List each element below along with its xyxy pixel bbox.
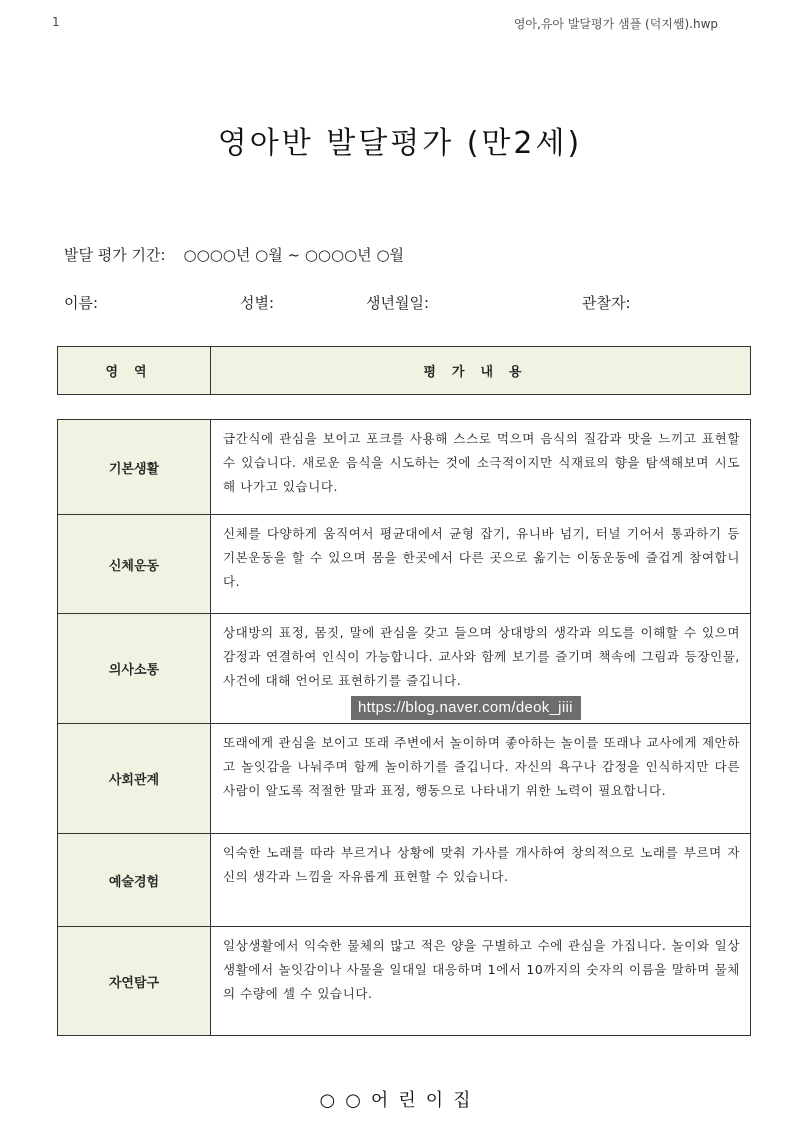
document-title: 영아반 발달평가 (만2세) <box>217 126 583 161</box>
content-cell: 신체를 다양하게 움직여서 평균대에서 균형 잡기, 유니바 넘기, 터널 기어서 통과하기 등 기본운동을 할 수 있으며 몸을 한곳에서 다른 곳으로 옮기는 이동운동에 즐겁게 참여합니다. <box>223 526 740 589</box>
area-cell: 사회관계 <box>58 724 211 833</box>
table-row <box>58 515 750 614</box>
table-row <box>58 420 750 515</box>
period-value: ○○○○년 ○월 ~ ○○○○년 ○월 <box>183 246 405 264</box>
area-cell: 신체운동 <box>58 515 211 613</box>
period-label: 발달 평가 기간: <box>64 246 166 264</box>
gender-label: 성별: <box>240 294 275 312</box>
evaluation-table <box>57 419 751 1036</box>
area-cell: 자연탐구 <box>58 927 211 1035</box>
table-row <box>58 834 750 927</box>
observer-label: 관찰자: <box>582 294 631 312</box>
area-cell: 의사소통 <box>58 614 211 723</box>
table-header <box>57 346 751 395</box>
content-cell: 익숙한 노래를 따라 부르거나 상황에 맞춰 가사를 개사하여 창의적으로 노래를 부르며 자신의 생각과 느낌을 자유롭게 표현할 수 있습니다. <box>223 845 740 884</box>
table-row <box>58 724 750 834</box>
content-cell: 일상생활에서 익숙한 물체의 많고 적은 양을 구별하고 수에 관심을 가집니다. 놀이와 일상생활에서 놀잇감이나 사물을 일대일 대응하며 1에서 10까지의 숫자의 이름을 말하며 물체의 수량에 셀 수 있습니다. <box>223 938 740 1001</box>
header-content: 평가내용 <box>211 347 750 394</box>
birth-label: 생년월일: <box>366 294 430 312</box>
content-cell: 상대방의 표정, 몸짓, 말에 관심을 갖고 들으며 상대방의 생각과 의도를 이해할 수 있으며 감정과 연결하여 인식이 가능합니다. 교사와 함께 보기를 즐기며 책속에 그림과 등장인물, 사건에 대해 언어로 표현하기를 즐깁니다. <box>223 625 740 688</box>
watermark-url: https://blog.naver.com/deok_jiii <box>351 696 581 720</box>
content-cell: 또래에게 관심을 보이고 또래 주변에서 놀이하며 좋아하는 놀이를 또래나 교사에게 제안하고 놀잇감을 나눠주며 함께 놀이하기를 즐깁니다. 자신의 욕구나 감정을 인식하지만 다른 사람이 알도록 적절한 말과 표정, 행동으로 나타내기 위한 노력이 필요합니다. <box>223 735 740 798</box>
area-cell: 예술경험 <box>58 834 211 926</box>
institution-name: ○○어린이집 <box>319 1090 481 1111</box>
table-row <box>58 927 750 1035</box>
file-name: 영아,유아 발달평가 샘플 (덕지쌤).hwp <box>513 17 718 31</box>
content-cell: 급간식에 관심을 보이고 포크를 사용해 스스로 먹으며 음식의 질감과 맛을 느끼고 표현할 수 있습니다. 새로운 음식을 시도하는 것에 소극적이지만 식재료의 향을 탐색해보며 시도해 나가고 있습니다. <box>223 431 740 494</box>
header-area: 영역 <box>58 347 211 394</box>
page-number: 1 <box>52 15 60 29</box>
name-label: 이름: <box>64 294 99 312</box>
area-cell: 기본생활 <box>58 420 211 514</box>
evaluation-period <box>64 244 404 265</box>
